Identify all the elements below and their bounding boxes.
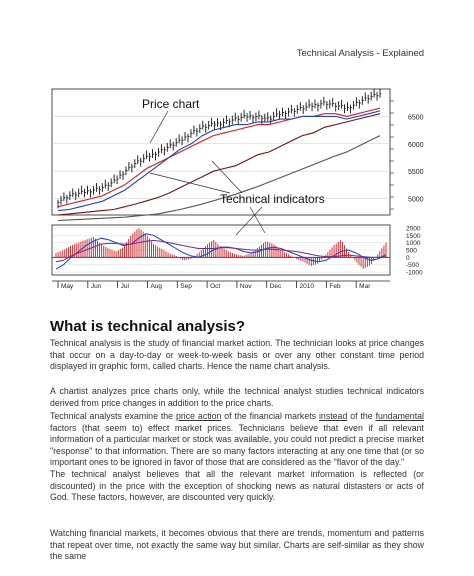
section-title: What is technical analysis? xyxy=(50,318,246,335)
paragraph-trends: Watching financial markets, it becomes obvious that there are trends, momentum and patterns that repeat over time, not exactly the same way but similar. Charts are self-similar as they show the same xyxy=(50,528,424,562)
annotation-pointer xyxy=(250,207,265,233)
x-tick-label: Nov xyxy=(239,283,252,290)
price-tick-label: 6500 xyxy=(408,114,424,122)
instead-link[interactable]: instead xyxy=(318,411,348,421)
text-run: Technical analysts examine the xyxy=(50,411,176,421)
x-tick-label: Jun xyxy=(90,283,102,290)
paragraph-technical-analysts xyxy=(50,411,424,504)
text-run: of the financial markets xyxy=(221,411,319,421)
x-tick-label: Dec xyxy=(269,283,282,290)
x-tick-label: Aug xyxy=(150,283,163,290)
text-run: The technical analyst believes that all the relevant market information is reflected (or discounted) in the price with the exception of shocking news as natural distasters or acts of God. These factors, however, are discounted very quickly. xyxy=(50,468,424,503)
x-tick-label: Mar xyxy=(359,283,371,290)
price-tick-label: 6000 xyxy=(408,141,424,149)
x-tick-label: Sep xyxy=(180,283,192,290)
price-action-link[interactable]: price action xyxy=(175,411,222,421)
stock-chart-figure xyxy=(50,85,430,305)
price-chart-annotation: Price chart xyxy=(142,97,200,111)
x-tick-label: 2010 xyxy=(299,283,315,290)
price-tick-label: 5500 xyxy=(408,169,424,177)
technical-indicators-annotation: Technical indicators xyxy=(220,192,325,206)
moving-average-line-4 xyxy=(58,136,380,221)
x-tick-label: Oct xyxy=(210,283,221,290)
indicator-tick-label: 1500 xyxy=(406,232,421,240)
annotation-pointer xyxy=(150,173,230,193)
document-header-title: Technical Analysis - Explained xyxy=(296,48,424,59)
annotation-pointer xyxy=(212,161,242,193)
indicator-tick-label: 0 xyxy=(406,254,410,262)
fundamental-link[interactable]: fundamental xyxy=(375,411,424,421)
text-run: factors (that seem to) effect market prices. Technicians believe that even if all relevant information of a particular market or stock was available, you could not predict a precise market "response" to that information. There are so many factors interacting at any one time that (or so important ones to be ignored in favor of those that are considered as the "flavor of the day." xyxy=(50,422,424,468)
text-run: of the xyxy=(347,411,376,421)
annotation-pointer xyxy=(150,111,168,143)
x-tick-label: May xyxy=(61,283,74,290)
indicator-tick-label: 1000 xyxy=(406,240,421,248)
stock-chart xyxy=(50,85,430,305)
indicator-tick-label: -500 xyxy=(406,262,420,270)
paragraph-chartist: A chartist analyzes price charts only, while the technical analyst studies technical indicators derived from price changes in addition to the price charts. xyxy=(50,386,424,408)
indicator-tick-label: -1000 xyxy=(406,269,423,277)
price-tick-label: 5000 xyxy=(408,196,424,204)
paragraph-definition: Technical analysis is the study of financial market action. The technician looks at price changes that occur on a day-to-day or week-to-week basis or over any other constant time period displayed in graphic form, called charts. Hence the name chart analysis. xyxy=(50,338,424,372)
indicator-tick-label: 2000 xyxy=(406,225,421,233)
indicator-tick-label: 500 xyxy=(406,247,417,255)
x-tick-label: Feb xyxy=(329,283,341,290)
x-tick-label: Jul xyxy=(120,283,129,290)
